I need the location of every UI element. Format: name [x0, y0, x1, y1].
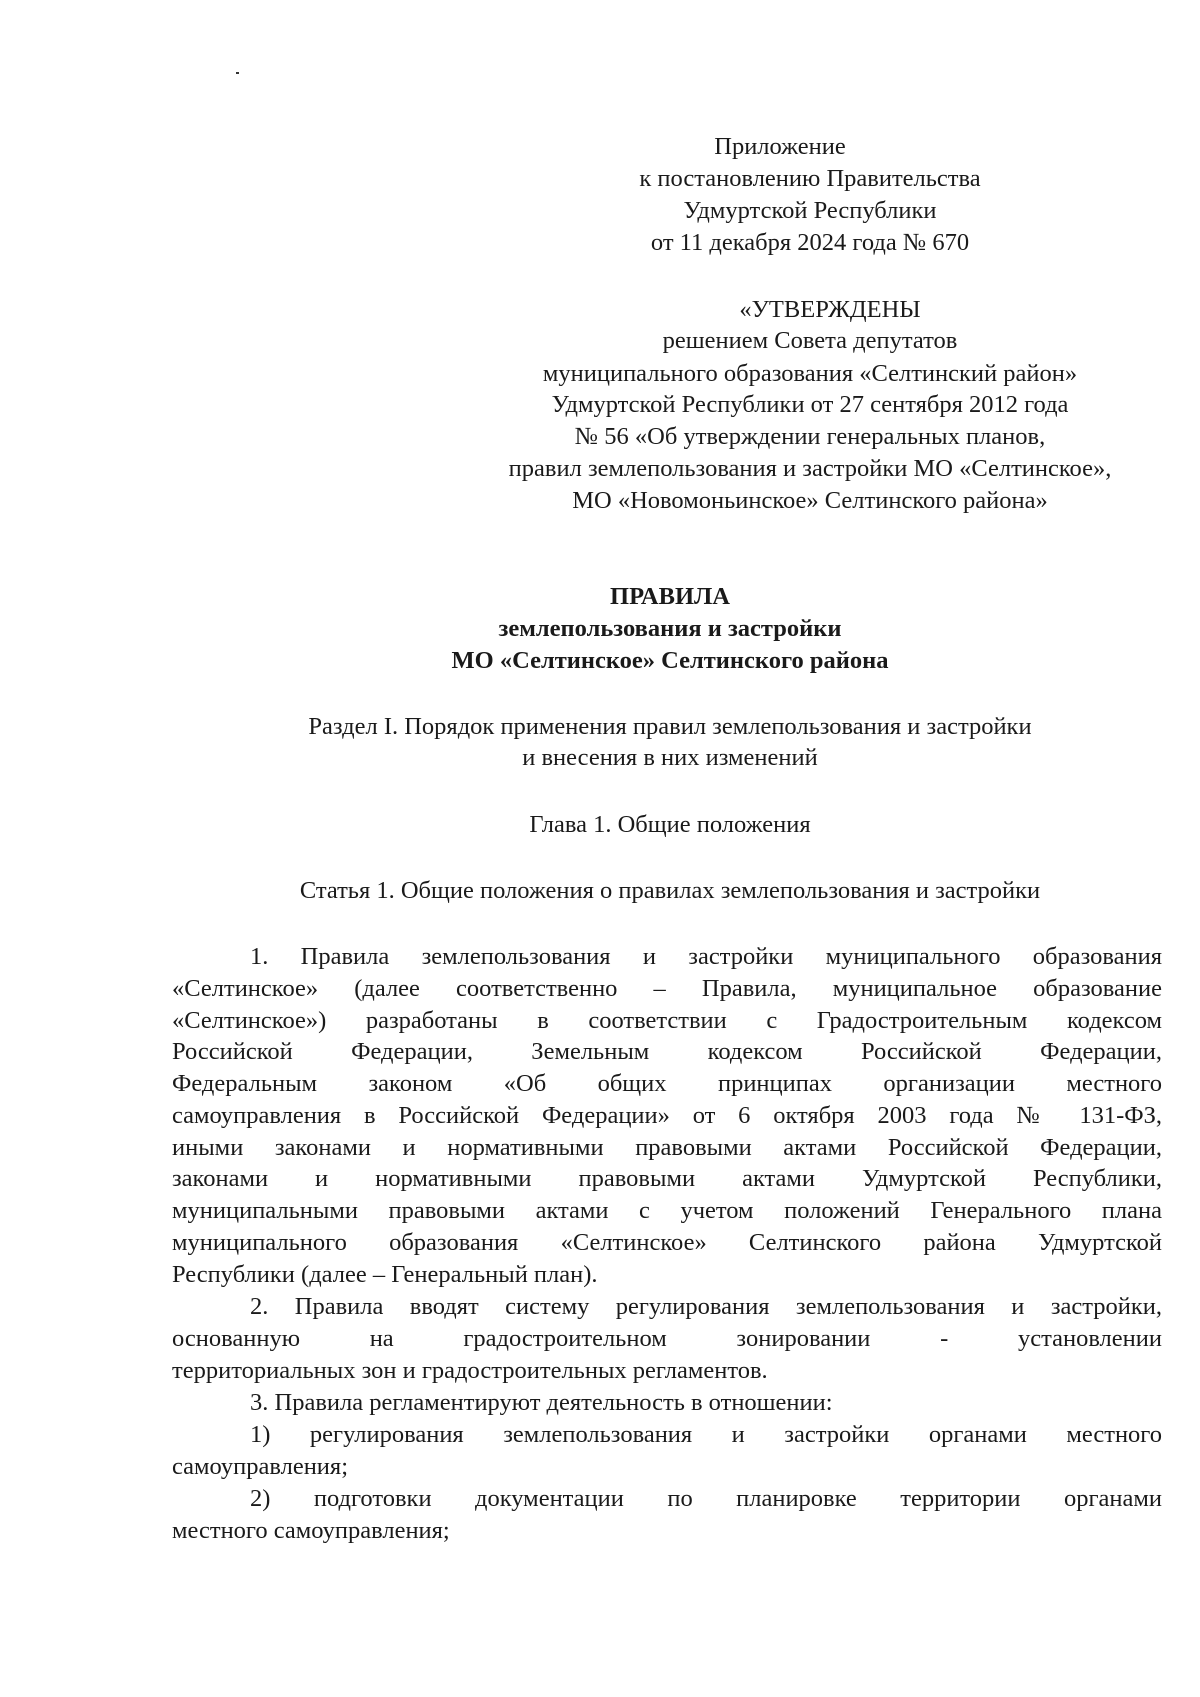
appendix-line-4: от 11 декабря 2024 года № 670	[650, 229, 970, 256]
title-line-2: землепользования и застройки	[498, 615, 842, 642]
section-line-2: и внесения в них изменений	[522, 744, 818, 771]
body-line: самоуправления в Российской Федерации» от 6 октября 2003 года № 131-ФЗ,	[172, 1102, 1162, 1129]
body-line: территориальных зон и градостроительных регламентов.	[172, 1357, 768, 1384]
body-line: муниципального образования «Селтинское» Селтинского района Удмуртской	[172, 1229, 1162, 1256]
approved-line-3: муниципального образования «Селтинский район»	[542, 360, 1078, 387]
body-line: иными законами и нормативными правовыми актами Российской Федерации,	[172, 1134, 1162, 1161]
body-line: Республики (далее – Генеральный план).	[172, 1261, 598, 1288]
approved-heading: «УТВЕРЖДЕНЫ	[739, 296, 921, 323]
body-line: 2) подготовки документации по планировке территории органами	[250, 1485, 1162, 1512]
approved-line-4: Удмуртской Республики от 27 сентября 2012 года	[551, 391, 1069, 418]
section-line-1: Раздел I. Порядок применения правил землепользования и застройки	[308, 713, 1032, 740]
article-heading: Статья 1. Общие положения о правилах землепользования и застройки	[299, 877, 1041, 904]
body-line: 1) регулирования землепользования и застройки органами местного	[250, 1421, 1162, 1448]
appendix-line-2: к постановлению Правительства	[639, 165, 981, 192]
body-line: Российской Федерации, Земельным кодексом Российской Федерации,	[172, 1038, 1162, 1065]
paragraph-3: 3. Правила регламентируют деятельность в отношении:	[250, 1389, 833, 1416]
body-line: законами и нормативными правовыми актами Удмуртской Республики,	[172, 1165, 1162, 1192]
body-line: 1. Правила землепользования и застройки муниципального образования	[250, 943, 1162, 970]
body-line: самоуправления;	[172, 1453, 348, 1480]
body-line: Федеральным законом «Об общих принципах организации местного	[172, 1070, 1162, 1097]
body-line: «Селтинское» (далее соответственно – Правила, муниципальное образование	[172, 975, 1162, 1002]
scan-speck	[236, 72, 239, 74]
body-line: муниципальными правовыми актами с учетом положений Генерального плана	[172, 1197, 1162, 1224]
appendix-line-3: Удмуртской Республики	[683, 197, 937, 224]
approved-line-2: решением Совета депутатов	[662, 327, 958, 354]
approved-line-7: МО «Новомоньинское» Селтинского района»	[572, 487, 1048, 514]
approved-line-6: правил землепользования и застройки МО «Селтинское»,	[508, 455, 1112, 482]
body-line: местного самоуправления;	[172, 1517, 450, 1544]
appendix-title: Приложение	[714, 133, 846, 160]
title-line-3: МО «Селтинское» Селтинского района	[451, 647, 889, 674]
title-main: ПРАВИЛА	[610, 583, 730, 610]
chapter-heading: Глава 1. Общие положения	[529, 811, 811, 838]
body-line: основанную на градостроительном зонировании - установлении	[172, 1325, 1162, 1352]
body-line: «Селтинское») разработаны в соответствии с Градостроительным кодексом	[172, 1007, 1162, 1034]
body-line: 2. Правила вводят систему регулирования землепользования и застройки,	[250, 1293, 1162, 1320]
approved-line-5: № 56 «Об утверждении генеральных планов,	[574, 423, 1046, 450]
